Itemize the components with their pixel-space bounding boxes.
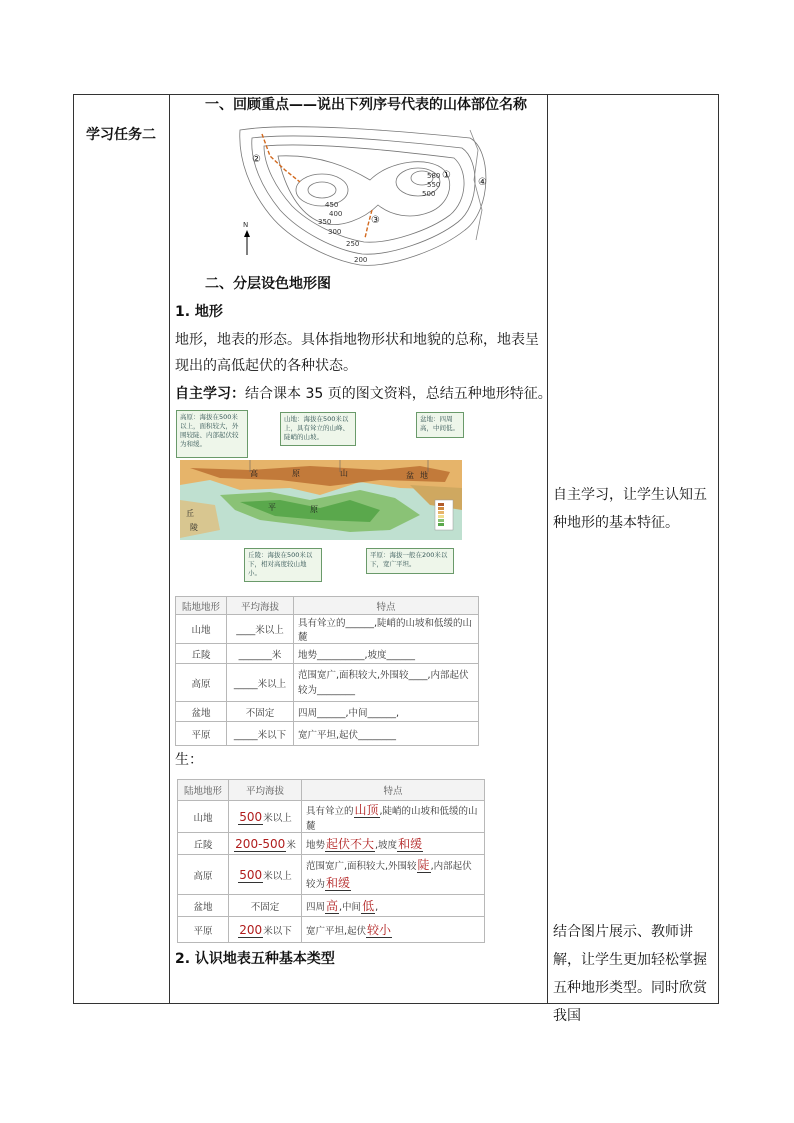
right-note: 自主学习，让学生认知五种地形的基本特征。 — [553, 487, 707, 531]
elev-label: 250 — [346, 240, 360, 248]
table-cell: 丘陵 — [178, 833, 229, 855]
marker-label: ① — [442, 170, 451, 181]
elev-label: 450 — [325, 201, 339, 209]
table-cell: 平原 — [176, 722, 227, 746]
map-text: 原 — [292, 469, 300, 478]
table-cell: _______米 — [227, 644, 294, 664]
answer: 和缓 — [326, 875, 351, 890]
table-cell: 200-500米 — [229, 833, 302, 855]
student-label: 生： — [175, 752, 203, 768]
map-text: 山 — [340, 469, 348, 478]
answer: 高 — [326, 899, 339, 913]
table-cell: 山地 — [178, 801, 229, 833]
row-label: 学习任务二 — [86, 127, 156, 143]
answer: 较小 — [367, 923, 392, 937]
answer: 山顶 — [354, 803, 379, 817]
table-cell: 四周______,中间______, — [294, 702, 479, 722]
map-text: 原 — [310, 505, 318, 514]
table-cell: 不固定 — [227, 702, 294, 722]
mountain-note: 山地：海拔在500米以上，具有耸立的山峰、陡峭的山坡。 — [280, 412, 356, 446]
table-cell: 高原 — [176, 664, 227, 702]
answer: 陡 — [417, 857, 430, 872]
table-header: 特点 — [302, 780, 485, 801]
table-cell: 500米以上 — [229, 855, 302, 895]
table-row — [176, 722, 479, 746]
map-text: 平 — [268, 503, 276, 512]
answer: 500 — [239, 867, 263, 882]
elev-label: 400 — [329, 210, 343, 218]
terrain-table-blank — [175, 596, 479, 746]
table-header: 特点 — [294, 597, 479, 615]
table-row — [178, 833, 485, 855]
suffix: 米以上 — [263, 812, 292, 824]
plateau-note: 高原：海拔在500米以上，面积较大，外围较陡、内部起伏较为和缓。 — [176, 410, 248, 458]
table-row — [178, 855, 485, 895]
subsection-title: 2. 认识地表五种基本类型 — [175, 951, 335, 967]
table-cell: 地势起伏不大,坡度和缓 — [302, 833, 485, 855]
self-study-label: 自主学习： — [175, 386, 245, 402]
table-header: 平均海拔 — [229, 780, 302, 801]
answer: 500 — [239, 809, 263, 824]
table-cell: 具有耸立的山顶,陡峭的山坡和低缓的山麓 — [302, 801, 485, 833]
table-row — [176, 702, 479, 722]
answer: 起伏不大 — [326, 837, 375, 851]
plain-note: 平原：海拔一般在200米以下，宽广平坦。 — [366, 548, 454, 574]
elev-label: 300 — [328, 228, 342, 236]
map-text: 丘 — [186, 509, 194, 518]
terrain-map — [180, 460, 462, 540]
column-divider — [169, 95, 170, 1003]
table-cell: 盆地 — [176, 702, 227, 722]
definition-paragraph: 地形，地表的形态。具体指地物形状和地貌的总称，地表呈现出的高低起伏的各种状态。 — [175, 332, 539, 374]
section-title: 一、回顾重点——说出下列序号代表的山体部位名称 — [205, 97, 527, 113]
self-study-text: 结合课本 35 页的图文资料，总结五种地形特征。 — [245, 386, 552, 402]
table-cell: _____米以下 — [227, 722, 294, 746]
table-cell: 宽广平坦,起伏较小 — [302, 917, 485, 943]
table-header: 陆地地形 — [178, 780, 229, 801]
table-cell: 200米以下 — [229, 917, 302, 943]
right-note: 结合图片展示、教师讲解，让学生更加轻松掌握五种地形类型。同时欣赏我国 — [553, 924, 707, 1024]
table-row — [178, 801, 485, 833]
table-cell: 地势__________,坡度______ — [294, 644, 479, 664]
elev-label: 200 — [354, 256, 368, 264]
table-cell: 平原 — [178, 917, 229, 943]
elev-label: 350 — [318, 218, 332, 226]
table-header: 平均海拔 — [227, 597, 294, 615]
table-cell: 宽广平坦,起伏________ — [294, 722, 479, 746]
table-cell: 盆地 — [178, 895, 229, 917]
marker-label: ② — [252, 154, 261, 165]
answer: 和缓 — [398, 837, 423, 851]
table-cell: _____米以上 — [227, 664, 294, 702]
north-label: N — [243, 221, 249, 229]
table-header: 陆地地形 — [176, 597, 227, 615]
table-cell — [229, 801, 302, 833]
elev-label: 500 — [422, 190, 436, 198]
section-title: 二、分层设色地形图 — [205, 276, 331, 292]
subsection-title: 1. 地形 — [175, 304, 223, 320]
basin-note: 盆地：四周高，中间低。 — [416, 412, 464, 438]
hill-note: 丘陵：海拔在500米以下，相对高度较山地小。 — [244, 548, 322, 582]
table-cell: ____米以上 — [227, 615, 294, 644]
table-cell: 范围宽广,面积较大,外围较陡,内部起伏 较为和缓 — [302, 855, 485, 895]
answer: 200-500 — [235, 836, 286, 851]
table-cell: 具有耸立的______,陡峭的山坡和低缓的山麓 — [294, 615, 479, 644]
elev-label: 550 — [427, 181, 441, 189]
table-cell: 范围宽广,面积较大,外围较____,内部起伏较为________ — [294, 664, 479, 702]
table-row — [176, 644, 479, 664]
self-study-line — [175, 381, 552, 407]
table-row — [178, 917, 485, 943]
column-divider — [547, 95, 548, 1003]
map-text: 地 — [420, 471, 428, 480]
marker-label: ③ — [371, 215, 380, 226]
table-header-row — [176, 597, 479, 615]
table-row — [178, 895, 485, 917]
answer: 低 — [362, 899, 375, 913]
answer: 200 — [239, 922, 263, 937]
table-cell: 高原 — [178, 855, 229, 895]
table-cell: 山地 — [176, 615, 227, 644]
table-header-row — [178, 780, 485, 801]
marker-label: ④ — [478, 177, 487, 188]
map-text: 高 — [250, 469, 258, 478]
contour-map — [230, 120, 500, 270]
terrain-table-filled — [177, 779, 485, 943]
table-row — [176, 615, 479, 644]
map-text: 盆 — [406, 471, 414, 480]
table-cell: 不固定 — [229, 895, 302, 917]
table-cell: 丘陵 — [176, 644, 227, 664]
table-cell: 四周高,中间低, — [302, 895, 485, 917]
table-row — [176, 664, 479, 702]
elev-label: 580 — [427, 172, 441, 180]
terrain-figure — [180, 410, 470, 582]
map-text: 陵 — [190, 523, 198, 532]
